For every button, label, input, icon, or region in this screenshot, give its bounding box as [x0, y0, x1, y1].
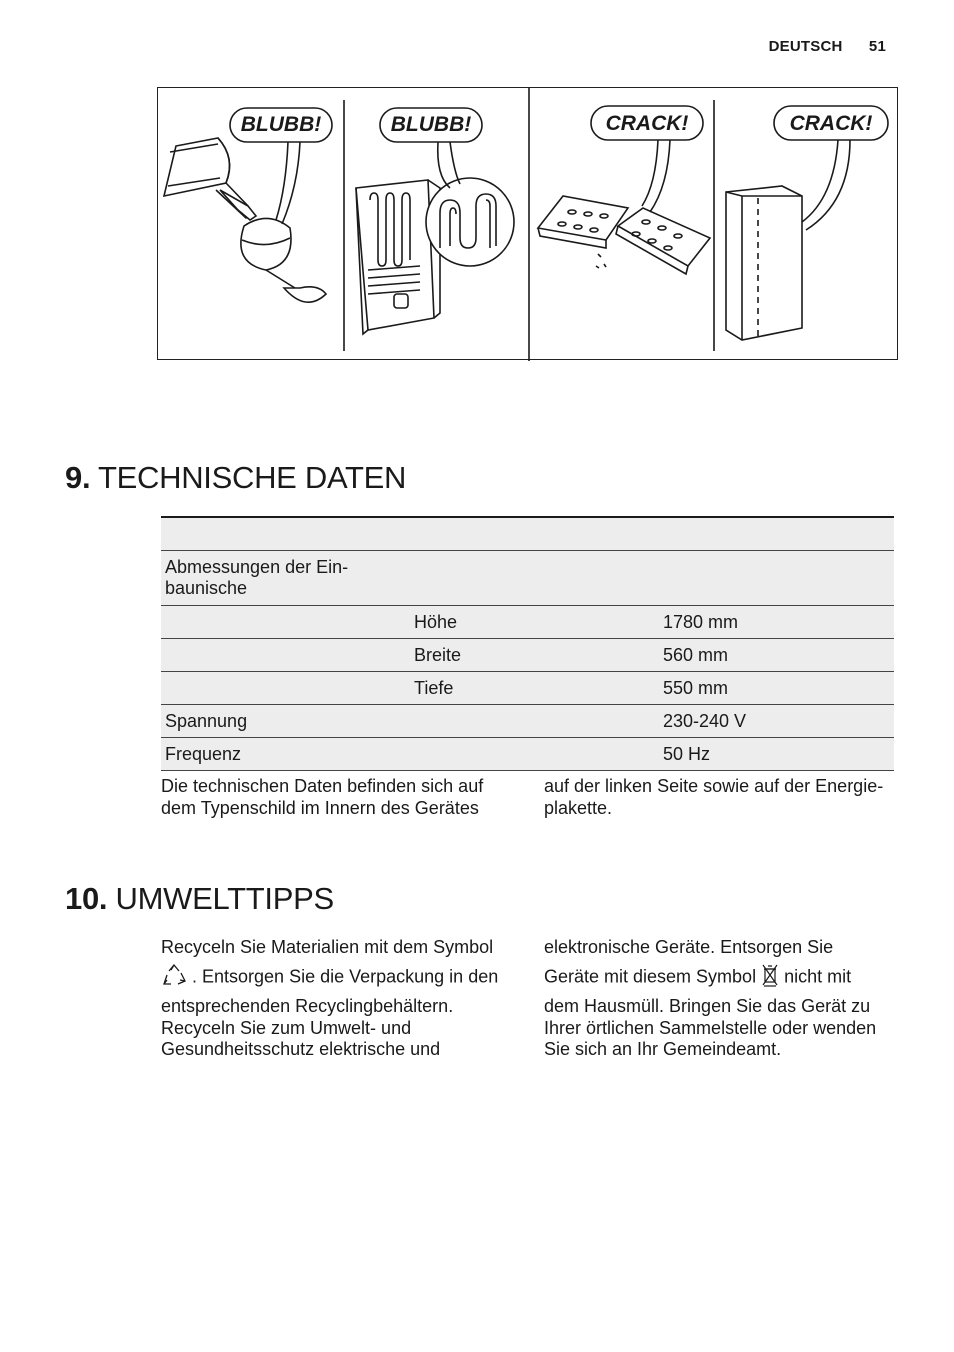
- table-note-left: Die technischen Daten befinden sich auf dem Typenschild im Innern des Gerätes: [161, 776, 484, 818]
- row-label: [161, 639, 410, 672]
- illustration-drawing: [158, 88, 899, 361]
- text-line: nicht mit: [784, 966, 852, 986]
- row-value: 560 mm: [659, 639, 894, 672]
- section-heading-technical-data: [65, 460, 406, 496]
- bubble-label: CRACK!: [789, 112, 873, 135]
- row-value: 550 mm: [659, 672, 894, 705]
- text-line: . Entsorgen Sie die Verpackung in den: [192, 966, 499, 986]
- page-header: [769, 38, 886, 55]
- wine-glass-illustration: [241, 218, 326, 302]
- section-title: TECHNISCHE DATEN: [98, 460, 407, 495]
- wine-bottle-illustration: [164, 138, 256, 220]
- table-header-row: [161, 517, 894, 551]
- row-param: Höhe: [410, 606, 659, 639]
- bubble-label: BLUBB!: [240, 113, 322, 136]
- bubble-label: BLUBB!: [390, 113, 472, 136]
- row-param: [410, 705, 659, 738]
- row-label: Frequenz: [161, 738, 410, 771]
- row-param: [410, 738, 659, 771]
- header-language: DEUTSCH: [768, 38, 843, 55]
- section-number: 10.: [65, 881, 108, 916]
- section-title: UMWELTTIPPS: [115, 881, 334, 916]
- recycle-icon: [161, 963, 187, 993]
- row-value: 230-240 V: [659, 705, 894, 738]
- environment-text-right: [544, 937, 896, 1061]
- noise-illustration: [157, 87, 898, 360]
- text-block: entsprechenden Recyclingbehältern. Recyceln Sie zum Umwelt- und Gesundheitsschutz elektrische und: [161, 996, 454, 1059]
- table-row: [161, 672, 894, 705]
- technical-data-table: [161, 516, 894, 771]
- table-row: [161, 551, 894, 606]
- table-row: [161, 639, 894, 672]
- fridge-back-illustration: [356, 180, 440, 334]
- ice-tray-illustration: [538, 196, 710, 274]
- table-row: [161, 606, 894, 639]
- crossed-bin-icon: [761, 963, 779, 993]
- row-value: 50 Hz: [659, 738, 894, 771]
- environment-text-left: [161, 937, 521, 1061]
- row-label: [161, 672, 410, 705]
- table-row: [161, 738, 894, 771]
- row-value: 1780 mm: [659, 606, 894, 639]
- text-line: Geräte mit diesem Symbol: [544, 966, 757, 986]
- bubble-label: CRACK!: [605, 112, 689, 135]
- page-number: 51: [868, 38, 886, 55]
- section-number: 9.: [65, 460, 91, 495]
- row-param: Tiefe: [410, 672, 659, 705]
- row-label: Abmessungen der Ein- baunische: [161, 551, 410, 606]
- freezer-illustration: [726, 186, 802, 340]
- table-row: [161, 705, 894, 738]
- text-line: elektronische Geräte. Entsorgen Sie: [544, 937, 834, 957]
- section-heading-environment: [65, 881, 334, 917]
- text-line: Recyceln Sie Materialien mit dem Symbol: [161, 937, 494, 957]
- row-param: Breite: [410, 639, 659, 672]
- text-block: dem Hausmüll. Bringen Sie das Gerät zu Ihrer örtlichen Sammelstelle oder wenden Sie sich an Ihr Gemeindeamt.: [544, 996, 877, 1059]
- table-note-right: auf der linken Seite sowie auf der Energie- plakette.: [544, 776, 884, 818]
- row-label: Spannung: [161, 705, 410, 738]
- row-label: [161, 606, 410, 639]
